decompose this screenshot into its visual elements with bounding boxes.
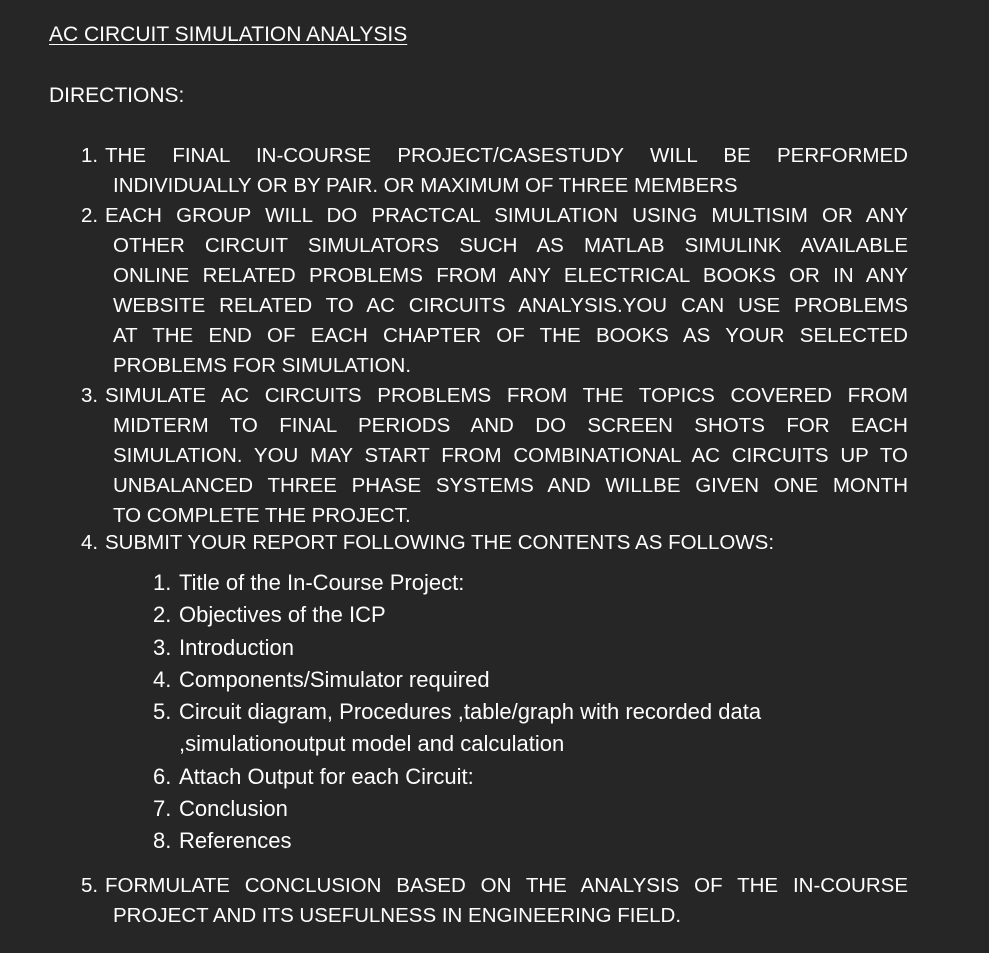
- list-item-number: 5.: [153, 699, 172, 725]
- direction-item-line: OTHER CIRCUIT SIMULATORS SUCH AS MATLAB SIMULINK AVAILABLE: [113, 234, 908, 257]
- direction-item-line: [81, 381, 908, 411]
- list-item-number: 6.: [153, 763, 172, 789]
- direction-item-line: WEBSITE RELATED TO AC CIRCUITS ANALYSIS.YOU CAN USE PROBLEMS: [113, 294, 908, 317]
- direction-item-line: [81, 201, 908, 231]
- direction-item-line: SIMULATION. YOU MAY START FROM COMBINATIONAL AC CIRCUITS UP TO: [113, 444, 908, 467]
- list-item-text: Components/Simulator required: [179, 666, 490, 692]
- direction-item-line: AT THE END OF EACH CHAPTER OF THE BOOKS AS YOUR SELECTED: [113, 324, 908, 347]
- list-item-text: Conclusion: [179, 796, 288, 822]
- list-item: [153, 761, 853, 793]
- document-title: AC CIRCUIT SIMULATION ANALYSIS: [49, 23, 408, 46]
- list-item-number: 4.: [153, 666, 172, 692]
- direction-item-line: INDIVIDUALLY OR BY PAIR. OR MAXIMUM OF THREE MEMBERS: [113, 174, 738, 197]
- report-contents-list: [153, 567, 853, 858]
- direction-item-line: [81, 141, 908, 171]
- direction-item-line: TO COMPLETE THE PROJECT.: [113, 504, 411, 527]
- direction-item-line: [81, 528, 908, 558]
- direction-item-line: UNBALANCED THREE PHASE SYSTEMS AND WILLBE GIVEN ONE MONTH: [113, 474, 908, 497]
- list-item: [153, 632, 853, 664]
- direction-item-2: [81, 201, 908, 381]
- list-item: [153, 567, 853, 599]
- direction-item-number: 4.: [81, 531, 99, 554]
- list-item-number: 1.: [153, 570, 172, 595]
- direction-item-line: PROJECT AND ITS USEFULNESS IN ENGINEERING FIELD.: [113, 904, 682, 927]
- list-item-text: Introduction: [179, 634, 294, 660]
- direction-item-text: SUBMIT YOUR REPORT FOLLOWING THE CONTENTS AS FOLLOWS:: [105, 531, 775, 554]
- direction-item-text: SIMULATE AC CIRCUITS PROBLEMS FROM THE TOPICS COVERED FROM: [105, 384, 908, 407]
- list-item-number: 2.: [153, 602, 172, 628]
- list-item-number: 3.: [153, 634, 172, 660]
- direction-item-3: [81, 381, 908, 531]
- direction-item-line: [81, 871, 908, 901]
- direction-item-text: EACH GROUP WILL DO PRACTCAL SIMULATION USING MULTISIM OR ANY: [105, 204, 908, 227]
- list-item-number: 8.: [153, 828, 172, 854]
- list-item-continuation: ,simulationoutput model and calculation: [179, 731, 565, 757]
- list-item-number: 7.: [153, 796, 172, 822]
- list-item-text: References: [179, 828, 292, 854]
- list-item-text: Title of the In-Course Project:: [179, 570, 465, 595]
- list-item: [153, 825, 853, 857]
- direction-item-line: MIDTERM TO FINAL PERIODS AND DO SCREEN SHOTS FOR EACH: [113, 414, 908, 437]
- direction-item-number: 3.: [81, 384, 99, 407]
- direction-item-text: FORMULATE CONCLUSION BASED ON THE ANALYSIS OF THE IN-COURSE: [105, 874, 908, 897]
- list-item: [153, 664, 853, 696]
- direction-item-5: [81, 871, 908, 931]
- direction-item-4: [81, 528, 908, 558]
- direction-item-line: PROBLEMS FOR SIMULATION.: [113, 354, 412, 377]
- list-item-text: Attach Output for each Circuit:: [179, 763, 474, 789]
- list-item: [153, 793, 853, 825]
- list-item: [153, 696, 853, 728]
- direction-item-number: 5.: [81, 874, 99, 897]
- direction-item-text: THE FINAL IN-COURSE PROJECT/CASESTUDY WILL BE PERFORMED: [105, 144, 908, 167]
- direction-item-1: [81, 141, 908, 201]
- list-item-text: Circuit diagram, Procedures ,table/graph with recorded data: [179, 699, 762, 725]
- direction-item-line: ONLINE RELATED PROBLEMS FROM ANY ELECTRICAL BOOKS OR IN ANY: [113, 264, 908, 287]
- direction-item-number: 1.: [81, 144, 99, 167]
- direction-item-number: 2.: [81, 204, 99, 227]
- directions-heading: DIRECTIONS:: [49, 84, 185, 107]
- list-item: [153, 599, 853, 631]
- list-item-text: Objectives of the ICP: [179, 602, 386, 628]
